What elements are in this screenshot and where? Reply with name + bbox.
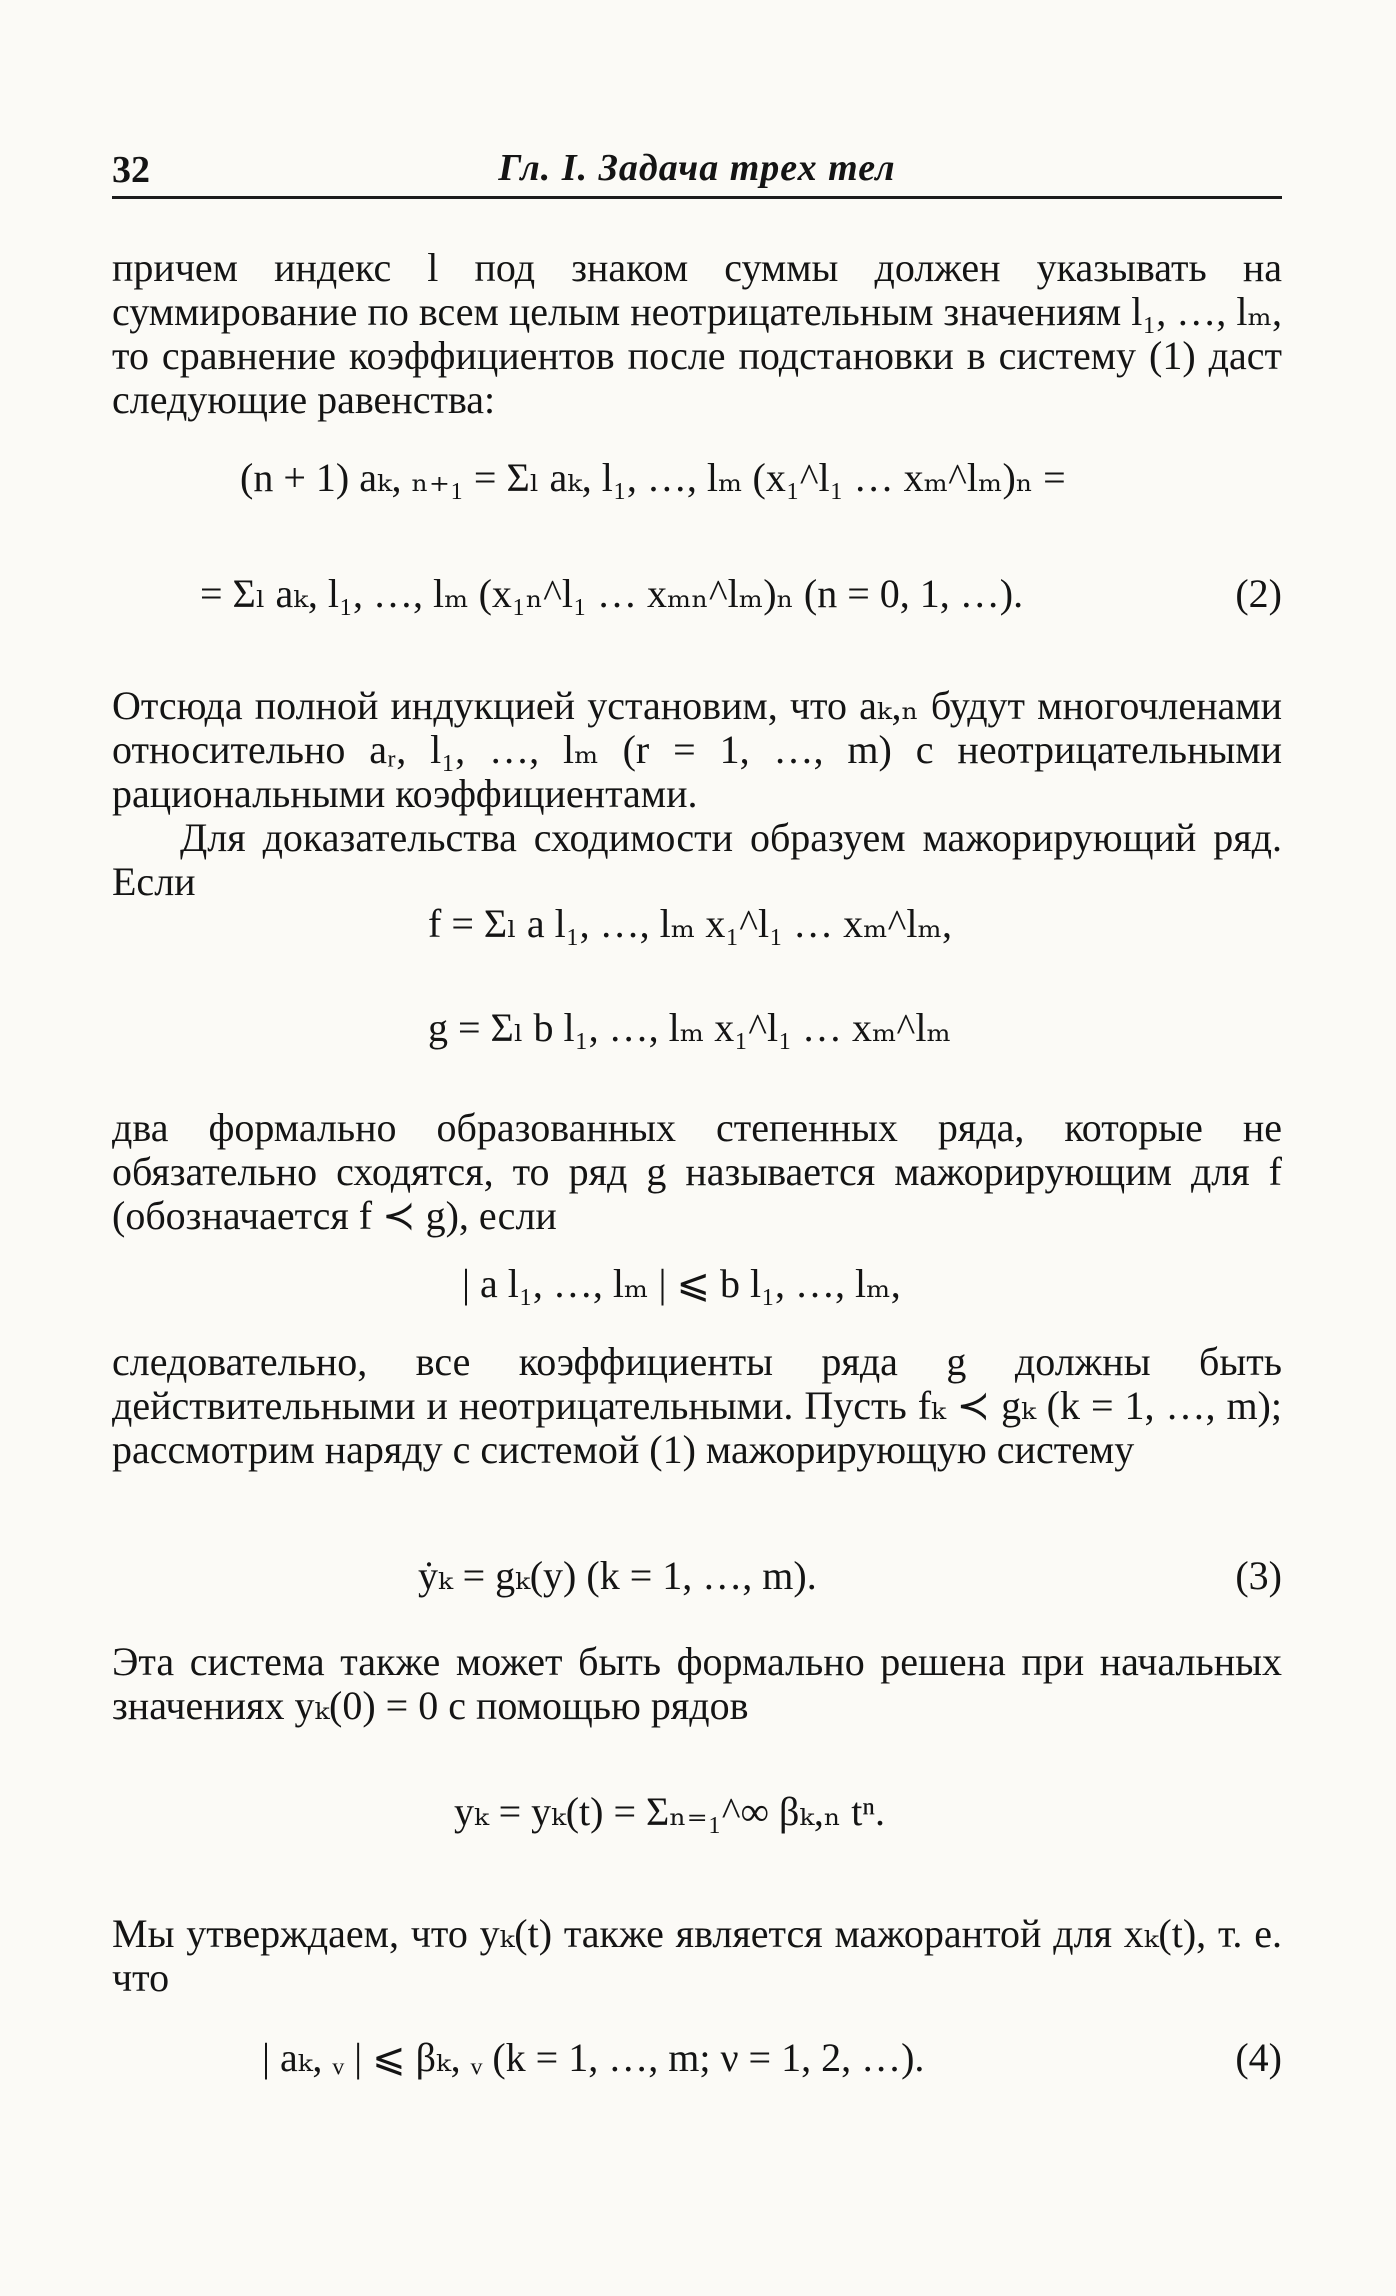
equation-series: yₖ = yₖ(t) = Σₙ₌₁^∞ βₖ,ₙ tⁿ.: [454, 1789, 885, 1834]
paragraph-2: [112, 684, 1282, 816]
equation-2: = Σₗ aₖ, l₁, …, lₘ (x₁ₙ^l₁ … xₘₙ^lₘ)ₙ (n = 0, 1, …).: [200, 571, 1024, 616]
paragraph-3-text: Для доказательства сходимости образуем мажорирующий ряд. Если: [112, 815, 1282, 904]
paragraph-6: [112, 1640, 1282, 1728]
paragraph-6-text: Эта система также может быть формально решена при начальных значениях yₖ(0) = 0 с помощью рядов: [112, 1639, 1282, 1728]
paragraph-5: [112, 1340, 1282, 1472]
equation-1: (n + 1) aₖ, ₙ₊₁ = Σₗ aₖ, l₁, …, lₘ (x₁^l₁ … xₘ^lₘ)ₙ =: [240, 455, 1066, 500]
paragraph-7-text: Мы утверждаем, что yₖ(t) также является мажорантой для xₖ(t), т. е. что: [112, 1911, 1282, 2000]
running-head: [112, 140, 1282, 200]
page-number: 32: [112, 149, 150, 191]
equation-4: | aₖ, ᵥ | ⩽ βₖ, ᵥ (k = 1, …, m; ν = 1, 2, …).: [262, 2035, 925, 2080]
paragraph-4: [112, 1106, 1282, 1238]
paragraph-4-text: два формально образованных степенных ряда, которые не обязательно сходятся, то ряд g называется мажорирующим для f (обозначается f ≺ g), если: [112, 1105, 1282, 1238]
equation-number-4: (4): [1235, 2035, 1282, 2080]
paragraph-7: [112, 1912, 1282, 2000]
equation-3: ẏₖ = gₖ(y) (k = 1, …, m).: [418, 1553, 817, 1598]
paragraph-1-text: причем индекс l под знаком суммы должен указывать на суммирование по всем целым неотрицательным значениям l₁, …, lₘ, то сравнение коэффициентов после подстановки в систему (1) даст следующие равенства:: [112, 245, 1282, 422]
equation-g: g = Σₗ b l₁, …, lₘ x₁^l₁ … xₘ^lₘ: [428, 1005, 951, 1050]
equation-number-3: (3): [1235, 1553, 1282, 1598]
equation-f: f = Σₗ a l₁, …, lₘ x₁^l₁ … xₘ^lₘ,: [428, 901, 953, 946]
paragraph-2-text: Отсюда полной индукцией установим, что aₖ,ₙ будут многочленами относительно aᵣ, l₁, …, lₘ (r = 1, …, m) с неотрицательными рациональными коэффициентами.: [112, 683, 1282, 816]
paragraph-3: [112, 816, 1282, 904]
header-rule: [112, 196, 1282, 199]
chapter-title: Гл. I. Задача трех тел: [498, 147, 896, 189]
equation-majorant-condition: | a l₁, …, lₘ | ⩽ b l₁, …, lₘ,: [462, 1261, 901, 1306]
paragraph-5-text: следовательно, все коэффициенты ряда g должны быть действительными и неотрицательными. Пусть fₖ ≺ gₖ (k = 1, …, m); рассмотрим наряду с системой (1) мажорирующую систему: [112, 1339, 1282, 1472]
paragraph-1: [112, 246, 1282, 422]
equation-number-2: (2): [1235, 571, 1282, 616]
